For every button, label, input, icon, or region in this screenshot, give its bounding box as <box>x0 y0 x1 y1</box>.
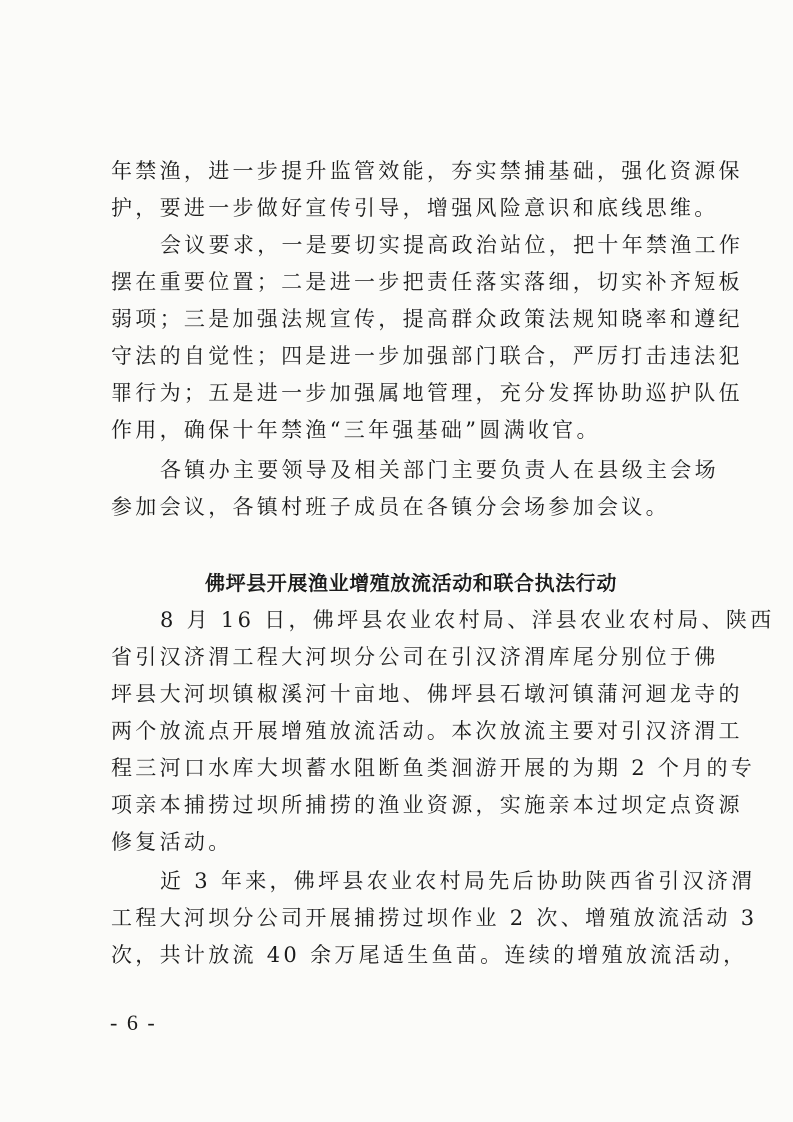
body-line: 护，要进一步做好宣传引导，增强风险意识和底线思维。 <box>111 196 719 220</box>
body-line: 工程大河坝分公司开展捕捞过坝作业 2 次、增殖放流活动 3 <box>111 906 758 930</box>
body-line: 各镇办主要领导及相关部门主要负责人在县级主会场 <box>160 458 719 482</box>
body-line: 摆在重要位置；二是进一步把责任落实落细，切实补齐短板 <box>111 270 743 294</box>
body-line: 8 月 16 日，佛坪县农业农村局、洋县农业农村局、陕西 <box>160 608 775 632</box>
body-line: 罪行为；五是进一步加强属地管理，充分发挥协助巡护队伍 <box>111 381 743 405</box>
body-line: 程三河口水库大坝蓄水阻断鱼类洄游开展的为期 2 个月的专 <box>111 756 756 780</box>
body-line: 省引汉济渭工程大河坝分公司在引汉济渭库尾分别位于佛 <box>111 645 719 669</box>
body-line: 修复活动。 <box>111 830 233 854</box>
body-line: 守法的自觉性；四是进一步加强部门联合，严厉打击违法犯 <box>111 344 743 368</box>
body-line: 近 3 年来，佛坪县农业农村局先后协助陕西省引汉济渭 <box>160 869 756 893</box>
page-number: - 6 - <box>110 1010 157 1035</box>
body-line: 项亲本捕捞过坝所捕捞的渔业资源，实施亲本过坝定点资源 <box>111 793 743 817</box>
body-line: 作用，确保十年禁渔“三年强基础”圆满收官。 <box>111 418 601 442</box>
body-line: 次，共计放流 40 余万尾适生鱼苗。连续的增殖放流活动， <box>111 943 748 967</box>
body-line: 会议要求，一是要切实提高政治站位，把十年禁渔工作 <box>160 233 744 257</box>
body-line: 弱项；三是加强法规宣传，提高群众政策法规知晓率和遵纪 <box>111 307 743 331</box>
section-heading: 佛坪县开展渔业增殖放流活动和联合执法行动 <box>205 571 617 595</box>
body-line: 参加会议，各镇村班子成员在各镇分会场参加会议。 <box>111 495 670 519</box>
body-line: 两个放流点开展增殖放流活动。本次放流主要对引汉济渭工 <box>111 719 743 743</box>
body-line: 年禁渔，进一步提升监管效能，夯实禁捕基础，强化资源保 <box>111 159 743 183</box>
body-line: 坪县大河坝镇椒溪河十亩地、佛坪县石墩河镇蒲河迴龙寺的 <box>111 682 743 706</box>
